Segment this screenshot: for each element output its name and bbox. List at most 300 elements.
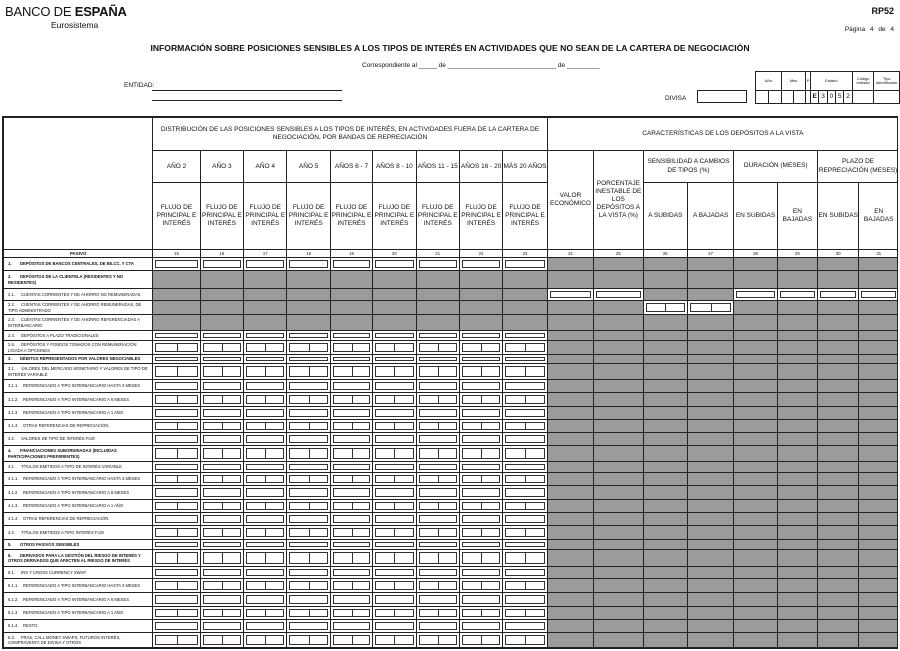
data-cell[interactable] xyxy=(373,633,416,648)
data-cell[interactable] xyxy=(330,393,372,407)
data-cell[interactable] xyxy=(287,500,330,513)
data-cell[interactable] xyxy=(416,258,459,271)
data-cell[interactable] xyxy=(244,258,287,271)
data-cell[interactable] xyxy=(153,607,200,620)
input-box[interactable] xyxy=(246,552,284,564)
data-cell[interactable] xyxy=(416,500,459,513)
data-cell[interactable] xyxy=(503,355,547,364)
data-cell[interactable] xyxy=(200,550,243,567)
data-cell[interactable] xyxy=(153,364,200,380)
data-cell[interactable] xyxy=(153,380,200,393)
data-cell[interactable] xyxy=(200,486,243,500)
data-cell[interactable] xyxy=(200,446,243,462)
data-cell[interactable] xyxy=(330,486,372,500)
data-cell[interactable] xyxy=(287,420,330,433)
input-box[interactable] xyxy=(333,333,370,338)
input-box[interactable] xyxy=(333,343,370,352)
data-cell[interactable] xyxy=(330,633,372,648)
input-box[interactable] xyxy=(289,343,327,352)
input-box[interactable] xyxy=(203,542,241,547)
data-cell[interactable] xyxy=(200,607,243,620)
input-box[interactable] xyxy=(203,435,241,443)
input-box[interactable] xyxy=(289,502,327,510)
input-box[interactable] xyxy=(505,488,544,497)
input-box[interactable] xyxy=(246,464,284,470)
input-box[interactable] xyxy=(419,366,457,377)
data-cell[interactable] xyxy=(200,355,243,364)
input-box[interactable] xyxy=(462,333,500,338)
data-cell[interactable] xyxy=(244,550,287,567)
input-box[interactable] xyxy=(333,552,370,564)
data-cell[interactable] xyxy=(200,633,243,648)
data-cell[interactable] xyxy=(200,462,243,473)
input-box[interactable] xyxy=(289,515,327,523)
data-cell[interactable] xyxy=(373,380,416,393)
input-box[interactable] xyxy=(419,409,457,417)
data-cell[interactable] xyxy=(330,380,372,393)
input-box[interactable] xyxy=(505,622,544,630)
data-cell[interactable] xyxy=(244,486,287,500)
data-cell[interactable] xyxy=(287,526,330,540)
input-box[interactable] xyxy=(155,409,197,417)
data-cell[interactable] xyxy=(373,446,416,462)
input-box[interactable] xyxy=(375,422,413,430)
input-box[interactable] xyxy=(203,475,241,483)
data-cell[interactable] xyxy=(416,393,459,407)
input-box[interactable] xyxy=(289,395,327,404)
input-box[interactable] xyxy=(246,435,284,443)
input-box[interactable] xyxy=(246,528,284,537)
input-box[interactable] xyxy=(246,515,284,523)
input-box[interactable] xyxy=(505,475,544,483)
data-cell[interactable] xyxy=(153,433,200,446)
data-cell[interactable] xyxy=(503,607,547,620)
data-cell[interactable] xyxy=(459,407,502,420)
data-cell[interactable] xyxy=(416,420,459,433)
data-cell[interactable] xyxy=(373,355,416,364)
data-cell[interactable] xyxy=(200,567,243,579)
data-cell[interactable] xyxy=(200,341,243,355)
input-box[interactable] xyxy=(375,409,413,417)
input-box[interactable] xyxy=(246,488,284,497)
input-box[interactable] xyxy=(203,333,241,338)
data-cell[interactable] xyxy=(459,486,502,500)
data-cell[interactable] xyxy=(153,620,200,633)
data-cell[interactable] xyxy=(153,258,200,271)
input-box[interactable] xyxy=(375,569,413,576)
data-cell[interactable] xyxy=(287,393,330,407)
input-box[interactable] xyxy=(203,622,241,630)
input-box[interactable] xyxy=(375,622,413,630)
input-box[interactable] xyxy=(333,488,370,497)
input-box[interactable] xyxy=(462,488,500,497)
input-box[interactable] xyxy=(505,366,544,377)
input-box[interactable] xyxy=(462,542,500,547)
input-box[interactable] xyxy=(462,528,500,537)
input-box[interactable] xyxy=(155,595,197,604)
data-cell[interactable] xyxy=(287,380,330,393)
input-box[interactable] xyxy=(861,291,896,298)
input-box[interactable] xyxy=(246,622,284,630)
input-box[interactable] xyxy=(155,464,197,470)
input-box[interactable] xyxy=(155,343,197,352)
data-cell[interactable] xyxy=(859,289,898,301)
data-cell[interactable] xyxy=(373,420,416,433)
data-cell[interactable] xyxy=(459,341,502,355)
input-box[interactable] xyxy=(155,609,197,617)
input-box[interactable] xyxy=(505,609,544,617)
input-box[interactable] xyxy=(333,475,370,483)
input-box[interactable] xyxy=(419,515,457,523)
data-cell[interactable] xyxy=(503,473,547,486)
input-box[interactable] xyxy=(203,502,241,510)
data-cell[interactable] xyxy=(330,473,372,486)
data-cell[interactable] xyxy=(330,433,372,446)
input-box[interactable] xyxy=(505,435,544,443)
data-cell[interactable] xyxy=(503,364,547,380)
entity-field-2[interactable] xyxy=(152,100,342,101)
input-box[interactable] xyxy=(289,569,327,576)
input-box[interactable] xyxy=(333,435,370,443)
input-box[interactable] xyxy=(155,382,197,390)
input-box[interactable] xyxy=(462,609,500,617)
data-cell[interactable] xyxy=(244,633,287,648)
data-cell[interactable] xyxy=(200,258,243,271)
data-cell[interactable] xyxy=(373,258,416,271)
data-cell[interactable] xyxy=(153,393,200,407)
data-cell[interactable] xyxy=(244,620,287,633)
input-box[interactable] xyxy=(375,528,413,537)
input-box[interactable] xyxy=(462,464,500,470)
data-cell[interactable] xyxy=(200,407,243,420)
data-cell[interactable] xyxy=(244,420,287,433)
input-box[interactable] xyxy=(419,502,457,510)
data-cell[interactable] xyxy=(287,341,330,355)
data-cell[interactable] xyxy=(287,593,330,607)
input-box[interactable] xyxy=(289,528,327,537)
input-box[interactable] xyxy=(246,448,284,459)
data-cell[interactable] xyxy=(503,526,547,540)
id-grid-cell[interactable]: E xyxy=(810,91,818,104)
data-cell[interactable] xyxy=(244,355,287,364)
input-box[interactable] xyxy=(203,464,241,470)
data-cell[interactable] xyxy=(734,289,777,301)
input-box[interactable] xyxy=(505,552,544,564)
data-cell[interactable] xyxy=(153,513,200,526)
input-box[interactable] xyxy=(419,622,457,630)
input-box[interactable] xyxy=(246,609,284,617)
data-cell[interactable] xyxy=(373,364,416,380)
input-box[interactable] xyxy=(505,515,544,523)
input-box[interactable] xyxy=(289,422,327,430)
input-box[interactable] xyxy=(462,357,500,361)
data-cell[interactable] xyxy=(373,341,416,355)
input-box[interactable] xyxy=(505,595,544,604)
input-box[interactable] xyxy=(505,635,544,645)
input-box[interactable] xyxy=(505,409,544,417)
input-box[interactable] xyxy=(462,382,500,390)
data-cell[interactable] xyxy=(459,473,502,486)
input-box[interactable] xyxy=(505,395,544,404)
input-box[interactable] xyxy=(333,542,370,547)
input-box[interactable] xyxy=(505,422,544,430)
input-box[interactable] xyxy=(289,435,327,443)
input-box[interactable] xyxy=(419,435,457,443)
input-box[interactable] xyxy=(246,333,284,338)
data-cell[interactable] xyxy=(153,473,200,486)
data-cell[interactable] xyxy=(287,567,330,579)
input-box[interactable] xyxy=(462,622,500,630)
data-cell[interactable] xyxy=(777,289,817,301)
input-box[interactable] xyxy=(462,475,500,483)
data-cell[interactable] xyxy=(153,633,200,648)
input-box[interactable] xyxy=(246,382,284,390)
data-cell[interactable] xyxy=(459,420,502,433)
input-box[interactable] xyxy=(462,435,500,443)
input-box[interactable] xyxy=(155,366,197,377)
data-cell[interactable] xyxy=(416,380,459,393)
input-box[interactable] xyxy=(203,343,241,352)
data-cell[interactable] xyxy=(330,420,372,433)
input-box[interactable] xyxy=(203,552,241,564)
input-box[interactable] xyxy=(505,448,544,459)
data-cell[interactable] xyxy=(416,579,459,593)
data-cell[interactable] xyxy=(153,341,200,355)
data-cell[interactable] xyxy=(330,407,372,420)
input-box[interactable] xyxy=(375,609,413,617)
input-box[interactable] xyxy=(462,448,500,459)
input-box[interactable] xyxy=(155,333,197,338)
input-box[interactable] xyxy=(246,357,284,361)
data-cell[interactable] xyxy=(287,446,330,462)
input-box[interactable] xyxy=(203,366,241,377)
input-box[interactable] xyxy=(462,260,500,268)
input-box[interactable] xyxy=(375,395,413,404)
data-cell[interactable] xyxy=(643,301,687,315)
input-box[interactable] xyxy=(596,291,640,298)
input-box[interactable] xyxy=(375,448,413,459)
input-box[interactable] xyxy=(375,435,413,443)
input-box[interactable] xyxy=(419,260,457,268)
input-box[interactable] xyxy=(375,552,413,564)
data-cell[interactable] xyxy=(503,513,547,526)
data-cell[interactable] xyxy=(459,620,502,633)
input-box[interactable] xyxy=(155,569,197,576)
input-box[interactable] xyxy=(333,448,370,459)
data-cell[interactable] xyxy=(330,500,372,513)
input-box[interactable] xyxy=(333,581,370,590)
data-cell[interactable] xyxy=(330,331,372,341)
data-cell[interactable] xyxy=(459,364,502,380)
data-cell[interactable] xyxy=(503,500,547,513)
input-box[interactable] xyxy=(375,488,413,497)
data-cell[interactable] xyxy=(287,258,330,271)
input-box[interactable] xyxy=(505,569,544,576)
input-box[interactable] xyxy=(289,409,327,417)
input-box[interactable] xyxy=(203,528,241,537)
input-box[interactable] xyxy=(419,528,457,537)
input-box[interactable] xyxy=(155,260,197,268)
data-cell[interactable] xyxy=(373,513,416,526)
data-cell[interactable] xyxy=(503,433,547,446)
data-cell[interactable] xyxy=(416,633,459,648)
data-cell[interactable] xyxy=(153,407,200,420)
input-box[interactable] xyxy=(333,502,370,510)
data-cell[interactable] xyxy=(330,462,372,473)
data-cell[interactable] xyxy=(330,258,372,271)
data-cell[interactable] xyxy=(153,355,200,364)
input-box[interactable] xyxy=(289,552,327,564)
input-box[interactable] xyxy=(289,333,327,338)
input-box[interactable] xyxy=(289,595,327,604)
data-cell[interactable] xyxy=(459,633,502,648)
input-box[interactable] xyxy=(419,595,457,604)
data-cell[interactable] xyxy=(244,567,287,579)
data-cell[interactable] xyxy=(373,473,416,486)
input-box[interactable] xyxy=(246,569,284,576)
data-cell[interactable] xyxy=(503,420,547,433)
data-cell[interactable] xyxy=(330,579,372,593)
input-box[interactable] xyxy=(690,303,731,312)
data-cell[interactable] xyxy=(459,526,502,540)
data-cell[interactable] xyxy=(416,550,459,567)
input-box[interactable] xyxy=(419,542,457,547)
input-box[interactable] xyxy=(419,635,457,645)
data-cell[interactable] xyxy=(200,380,243,393)
input-box[interactable] xyxy=(155,435,197,443)
input-box[interactable] xyxy=(203,422,241,430)
input-box[interactable] xyxy=(333,595,370,604)
data-cell[interactable] xyxy=(459,579,502,593)
data-cell[interactable] xyxy=(287,364,330,380)
input-box[interactable] xyxy=(462,366,500,377)
input-box[interactable] xyxy=(203,569,241,576)
input-box[interactable] xyxy=(419,448,457,459)
id-grid-cell[interactable] xyxy=(781,91,793,104)
data-cell[interactable] xyxy=(244,473,287,486)
data-cell[interactable] xyxy=(287,407,330,420)
input-box[interactable] xyxy=(246,422,284,430)
data-cell[interactable] xyxy=(244,513,287,526)
input-box[interactable] xyxy=(333,409,370,417)
input-box[interactable] xyxy=(419,395,457,404)
data-cell[interactable] xyxy=(416,364,459,380)
input-box[interactable] xyxy=(246,542,284,547)
input-box[interactable] xyxy=(203,382,241,390)
data-cell[interactable] xyxy=(687,301,733,315)
input-box[interactable] xyxy=(155,635,197,645)
input-box[interactable] xyxy=(505,542,544,547)
input-box[interactable] xyxy=(375,260,413,268)
data-cell[interactable] xyxy=(503,258,547,271)
data-cell[interactable] xyxy=(373,550,416,567)
data-cell[interactable] xyxy=(153,486,200,500)
data-cell[interactable] xyxy=(153,500,200,513)
input-box[interactable] xyxy=(375,635,413,645)
data-cell[interactable] xyxy=(459,567,502,579)
data-cell[interactable] xyxy=(818,289,859,301)
input-box[interactable] xyxy=(246,595,284,604)
input-box[interactable] xyxy=(505,260,544,268)
data-cell[interactable] xyxy=(503,341,547,355)
input-box[interactable] xyxy=(155,552,197,564)
input-box[interactable] xyxy=(375,542,413,547)
input-box[interactable] xyxy=(203,595,241,604)
data-cell[interactable] xyxy=(503,446,547,462)
data-cell[interactable] xyxy=(416,407,459,420)
input-box[interactable] xyxy=(333,609,370,617)
input-box[interactable] xyxy=(375,357,413,361)
input-box[interactable] xyxy=(203,635,241,645)
data-cell[interactable] xyxy=(330,567,372,579)
data-cell[interactable] xyxy=(244,407,287,420)
input-box[interactable] xyxy=(505,464,544,470)
data-cell[interactable] xyxy=(503,407,547,420)
data-cell[interactable] xyxy=(153,420,200,433)
data-cell[interactable] xyxy=(287,633,330,648)
data-cell[interactable] xyxy=(416,433,459,446)
input-box[interactable] xyxy=(155,475,197,483)
data-cell[interactable] xyxy=(244,380,287,393)
data-cell[interactable] xyxy=(330,526,372,540)
data-cell[interactable] xyxy=(503,567,547,579)
data-cell[interactable] xyxy=(373,593,416,607)
data-cell[interactable] xyxy=(416,620,459,633)
input-box[interactable] xyxy=(462,395,500,404)
data-cell[interactable] xyxy=(200,420,243,433)
data-cell[interactable] xyxy=(416,446,459,462)
data-cell[interactable] xyxy=(287,540,330,550)
input-box[interactable] xyxy=(246,409,284,417)
data-cell[interactable] xyxy=(416,462,459,473)
data-cell[interactable] xyxy=(287,607,330,620)
data-cell[interactable] xyxy=(200,513,243,526)
input-box[interactable] xyxy=(155,448,197,459)
input-box[interactable] xyxy=(419,357,457,361)
input-box[interactable] xyxy=(246,260,284,268)
data-cell[interactable] xyxy=(153,446,200,462)
input-box[interactable] xyxy=(203,448,241,459)
data-cell[interactable] xyxy=(416,486,459,500)
data-cell[interactable] xyxy=(459,550,502,567)
input-box[interactable] xyxy=(203,515,241,523)
input-box[interactable] xyxy=(419,488,457,497)
data-cell[interactable] xyxy=(459,393,502,407)
input-box[interactable] xyxy=(155,395,197,404)
input-box[interactable] xyxy=(333,622,370,630)
data-cell[interactable] xyxy=(503,579,547,593)
data-cell[interactable] xyxy=(287,620,330,633)
input-box[interactable] xyxy=(155,528,197,537)
input-box[interactable] xyxy=(289,635,327,645)
data-cell[interactable] xyxy=(416,513,459,526)
data-cell[interactable] xyxy=(200,540,243,550)
data-cell[interactable] xyxy=(594,289,643,301)
input-box[interactable] xyxy=(289,366,327,377)
data-cell[interactable] xyxy=(459,607,502,620)
data-cell[interactable] xyxy=(547,289,593,301)
input-box[interactable] xyxy=(246,395,284,404)
input-box[interactable] xyxy=(203,609,241,617)
input-box[interactable] xyxy=(419,475,457,483)
data-cell[interactable] xyxy=(244,433,287,446)
data-cell[interactable] xyxy=(416,540,459,550)
input-box[interactable] xyxy=(375,475,413,483)
input-box[interactable] xyxy=(155,515,197,523)
id-grid-cell[interactable] xyxy=(874,91,900,104)
data-cell[interactable] xyxy=(459,355,502,364)
data-cell[interactable] xyxy=(287,550,330,567)
